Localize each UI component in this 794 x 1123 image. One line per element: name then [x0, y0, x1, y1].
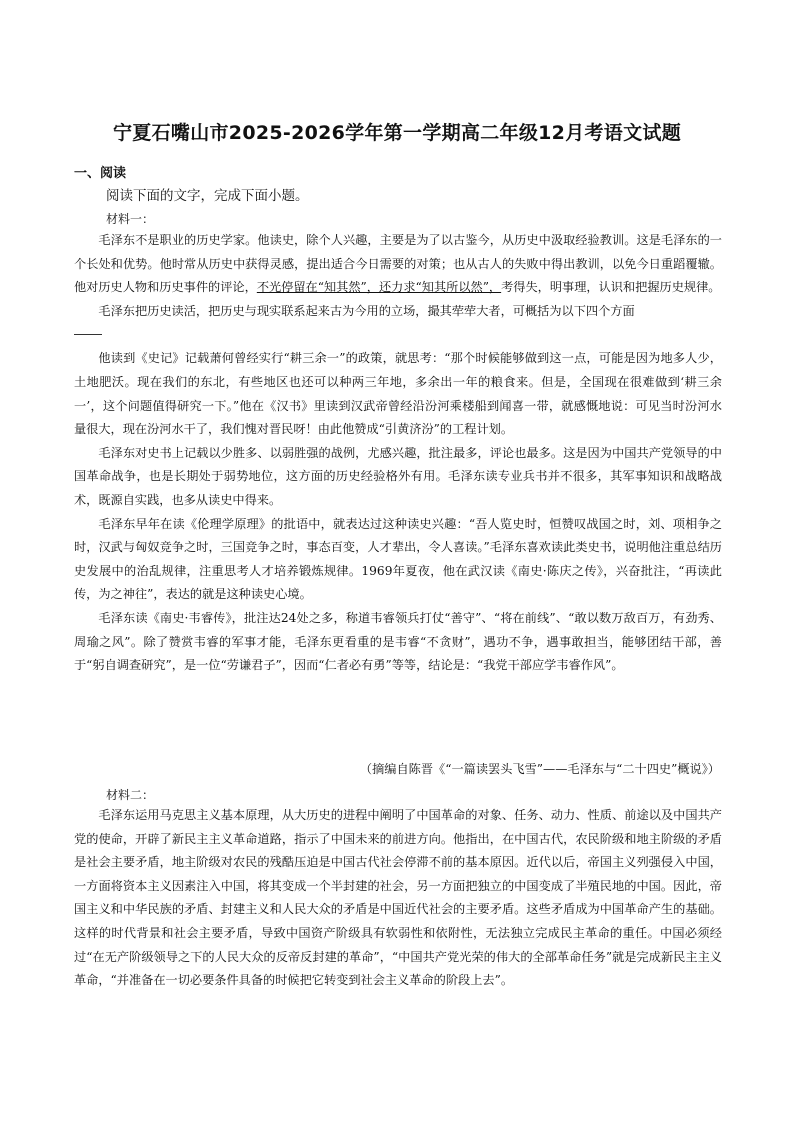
source-citation: （摘编自陈晋《“一篇读罢头飞雪”——毛泽东与“二十四史”概说》） [359, 762, 720, 776]
paragraph: 他读到《史记》记载萧何曾经实行“耕三余一”的政策，就思考：“那个时候能够做到这一点，可能是因为地多人少，土地肥沃。现在我们的东北，有些地区也还可以种两三年地，多余出一年的粮食来。但是，全国现在很难做到‘耕三余一’，这个问题值得研究一下。”他在《汉书》里读到汉武帝曾经沿汾河乘楼船到闻喜一带，就感慨地说：可见当时汾河水量很大，现在汾河水干了，我们愧对晋民呀！由此他赞成“引黄济汾”的工程计划。 [74, 351, 722, 437]
paragraph: 毛泽东早年在读《伦理学原理》的批语中，就表达过这种读史兴趣：“吾人览史时，恒赞叹战国之时，刘、项相争之时，汉武与匈奴竞争之时，三国竞争之时，事态百变，人才辈出，令人喜读。”毛泽东喜欢读此类史书，说明他注重总结历史发展中的治乱规律，注重思考人才培养锻炼规律。1969年夏夜，他在武汉读《南史·陈庆之传》，兴奋批注，“再读此传，为之神往”，表达的就是这种读史心境。 [74, 516, 722, 602]
paragraph: 毛泽东对史书上记载以少胜多、以弱胜强的战例，尤感兴趣，批注最多，评论也最多。这是因为中国共产党领导的中国革命战争，也是长期处于弱势地位，这方面的历史经验格外有用。毛泽东读专业兵书并不很多，其军事知识和战略战术，既源自实践，也多从读史中得来。 [74, 445, 722, 507]
material-one-label: 材料一： [106, 212, 155, 226]
paragraph: 毛泽东读《南史·韦睿传》，批注达24处之多，称道韦睿领兵打仗“善守”、“将在前线”、“敢以数万敌百万，有劲秀、周瑜之风”。除了赞赏韦睿的军事才能，毛泽东更看重的是韦睿“不贪财”，遇功不争，遇事敢担当，能够团结干部，善于“躬自调查研究”，是一位“劳谦君子”，因而“仁者必有勇”等等，结论是：“我党干部应学韦睿作风”。 [74, 610, 722, 673]
paragraph: 毛泽东不是职业的历史学家。他读史，除个人兴趣，主要是为了以古鉴今，从历史中汲取经验教训。这是毛泽东的一个长处和优势。他时常从历史中获得灵感，提出适合今日需要的对策；也从古人的失败中得出教训，以免今日重蹈覆辙。他对历史人物和历史事件的评论，不光停留在“知其然”，还力求“知其所以然”，考得失，明事理，认识和把握历史规律。 [74, 233, 722, 295]
material-two-label: 材料二： [106, 788, 155, 802]
material-one-body [74, 229, 722, 678]
section-heading: 一、阅读 [74, 166, 127, 181]
instruction-text: 阅读下面的文字，完成下面小题。 [106, 188, 309, 204]
page-title: 宁夏石嘴山市2025-2026学年第一学期高二年级12月考语文试题 [113, 122, 681, 144]
material-two-body [74, 804, 722, 993]
paragraph: 毛泽东把历史读活，把历史与现实联系起来古为今用的立场，撮其荦荦大者，可概括为以下四个方面 [98, 303, 635, 318]
underlined-phrase: 不光停留在“知其然”，还力求“知其所以然”， [256, 280, 502, 295]
blank-line [74, 334, 102, 347]
paragraph: 毛泽东运用马克思主义基本原理，从大历史的进程中阐明了中国革命的对象、任务、动力、性质、前途以及中国共产党的使命，开辟了新民主主义革命道路，指示了中国未来的前进方向。他指出，在中国古代，农民阶级和地主阶级的矛盾是社会主要矛盾，地主阶级对农民的残酷压迫是中国古代社会停滞不前的基本原因。近代以后，帝国主义列强侵入中国，一方面将资本主义因素注入中国，将其变成一个半封建的社会，另一方面把独立的中国变成了半殖民地的中国。因此，帝国主义和中华民族的矛盾、封建主义和人民大众的矛盾是中国近代社会的主要矛盾。这些矛盾成为中国革命产生的基础。这样的时代背景和社会主要矛盾，导致中国资产阶级具有软弱性和依附性，无法独立完成民主革命的重任。中国必须经过“在无产阶级领导之下的人民大众的反帝反封建的革命”，“中国共产党光荣的伟大的全部革命任务”就是完成新民主主义革命，“并准备在一切必要条件具备的时候把它转变到社会主义革命的阶段上去”。 [74, 808, 722, 988]
